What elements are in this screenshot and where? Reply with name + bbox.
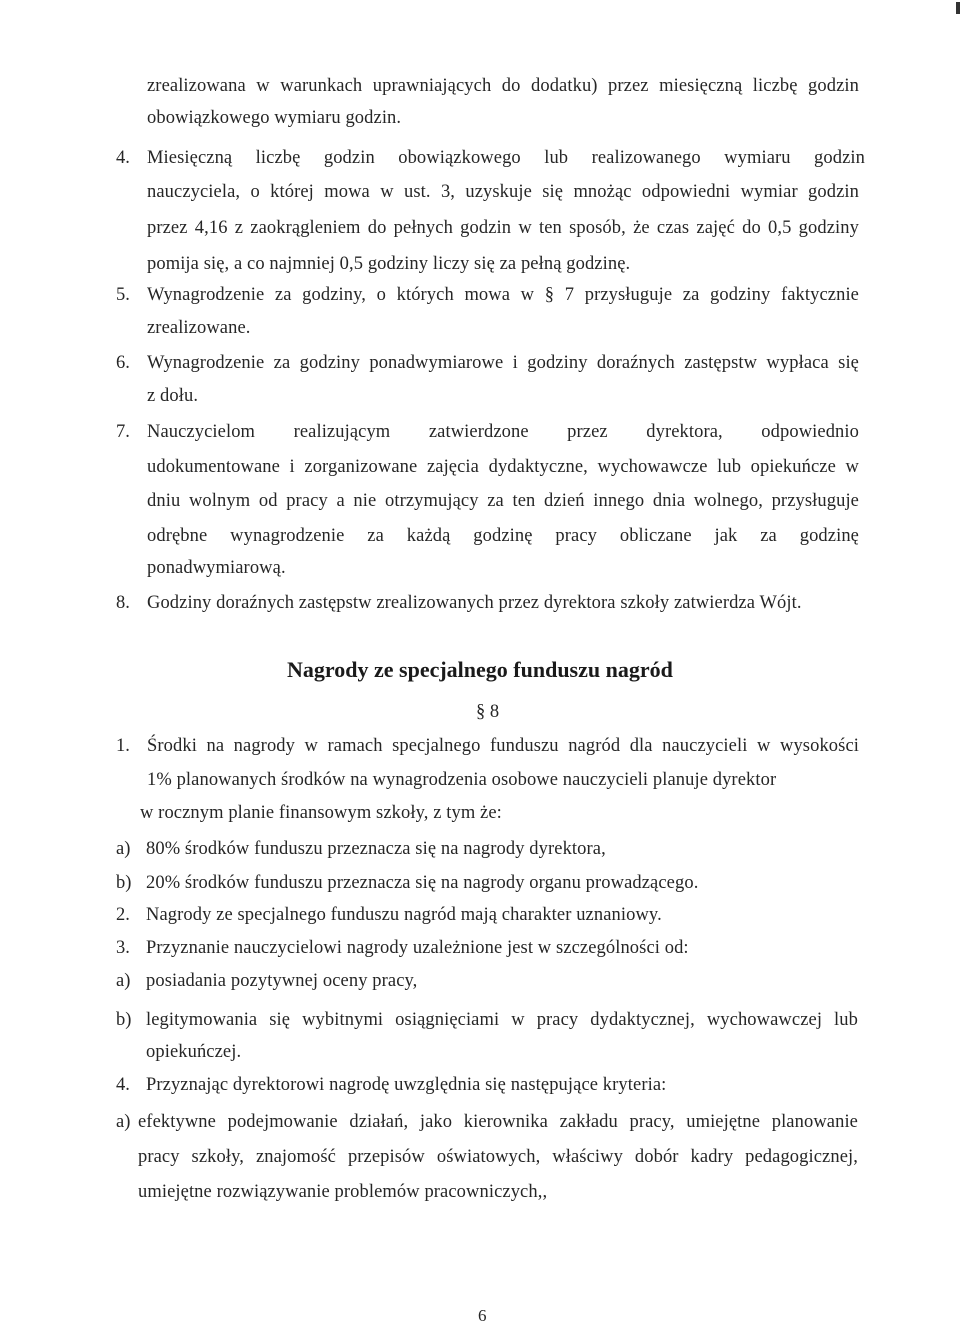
list-number: 4. (116, 148, 130, 168)
text-line: Godziny doraźnych zastępstw zrealizowanych przez dyrektora szkoły zatwierdza Wójt. (147, 593, 802, 613)
text-line: obowiązkowego wymiaru godzin. (147, 108, 402, 128)
text-line: Przyznanie nauczycielowi nagrody uzależnione jest w szczególności od: (146, 938, 689, 958)
list-number: 2. (116, 905, 130, 925)
text-line: Nagrody ze specjalnego funduszu nagród mają charakter uznaniowy. (146, 905, 662, 925)
list-letter: a) (116, 1112, 131, 1132)
text-line: 1% planowanych środków na wynagrodzenia osobowe nauczycieli planuje dyrektor (147, 770, 777, 790)
text-line: 20% środków funduszu przeznacza się na nagrody organu prowadzącego. (146, 873, 699, 893)
list-number: 7. (116, 422, 130, 442)
text-line: z dołu. (147, 386, 199, 406)
list-number: 4. (116, 1075, 130, 1095)
list-letter: a) (116, 839, 131, 859)
text-line: Wynagrodzenie za godziny, o których mowa w § 7 przysługuje za godziny faktycznie (147, 285, 859, 305)
section-heading: Nagrody ze specjalnego funduszu nagród (287, 657, 673, 682)
list-number: 1. (116, 736, 130, 756)
text-line: udokumentowane i zorganizowane zajęcia dydaktyczne, wychowawcze lub opiekuńcze w (147, 457, 859, 477)
text-line: przez 4,16 z zaokrągleniem do pełnych godzin w ten sposób, że czas zajęć do 0,5 godziny (147, 218, 859, 238)
paragraph-mark: § 8 (476, 702, 500, 722)
list-number: 5. (116, 285, 130, 305)
text-line: Miesięczną liczbę godzin obowiązkowego lub realizowanego wymiaru godzin (147, 148, 865, 168)
text-line: posiadania pozytywnej oceny pracy, (146, 971, 418, 991)
list-letter: a) (116, 971, 131, 991)
text-line: legitymowania się wybitnymi osiągnięciami w pracy dydaktycznej, wychowawczej lub (146, 1010, 858, 1030)
list-number: 3. (116, 938, 130, 958)
text-line: opiekuńczej. (146, 1042, 242, 1062)
list-letter: b) (116, 873, 132, 893)
text-line: Przyznając dyrektorowi nagrodę uwzględnia się następujące kryteria: (146, 1075, 667, 1095)
text-line: w rocznym planie finansowym szkoły, z tym że: (140, 803, 502, 823)
text-line: Nauczycielom realizującym zatwierdzone przez dyrektora, odpowiednio (147, 422, 859, 442)
text-line: odrębne wynagrodzenie za każdą godzinę pracy obliczane jak za godzinę (147, 526, 859, 546)
text-line: Środki na nagrody w ramach specjalnego funduszu nagród dla nauczycieli w wysokości (147, 736, 859, 756)
list-number: 6. (116, 353, 130, 373)
list-letter: b) (116, 1010, 132, 1030)
text-line: zrealizowana w warunkach uprawniających do dodatku) przez miesięczną liczbę godzin (147, 76, 859, 96)
text-line: ponadwymiarową. (147, 558, 286, 578)
text-line: pracy szkoły, znajomość przepisów oświatowych, właściwy dobór kadry pedagogicznej, (138, 1147, 858, 1167)
text-line: 80% środków funduszu przeznacza się na nagrody dyrektora, (146, 839, 606, 859)
text-line: zrealizowane. (147, 318, 251, 338)
page-number: 6 (478, 1306, 487, 1325)
list-number: 8. (116, 593, 130, 613)
text-line: nauczyciela, o której mowa w ust. 3, uzyskuje się mnożąc odpowiedni wymiar godzin (147, 182, 859, 202)
text-line: pomija się, a co najmniej 0,5 godziny liczy się za pełną godzinę. (147, 254, 631, 274)
text-line: umiejętne rozwiązywanie problemów pracowniczych,, (138, 1182, 548, 1202)
text-line: efektywne podejmowanie działań, jako kierownika zakładu pracy, umiejętne planowanie (138, 1112, 858, 1132)
text-line: Wynagrodzenie za godziny ponadwymiarowe i godziny doraźnych zastępstw wypłaca się (147, 353, 859, 373)
text-line: dniu wolnym od pracy a nie otrzymujący za ten dzień innego dnia wolnego, przysługuje (147, 491, 859, 511)
scan-edge-mark (956, 2, 960, 14)
